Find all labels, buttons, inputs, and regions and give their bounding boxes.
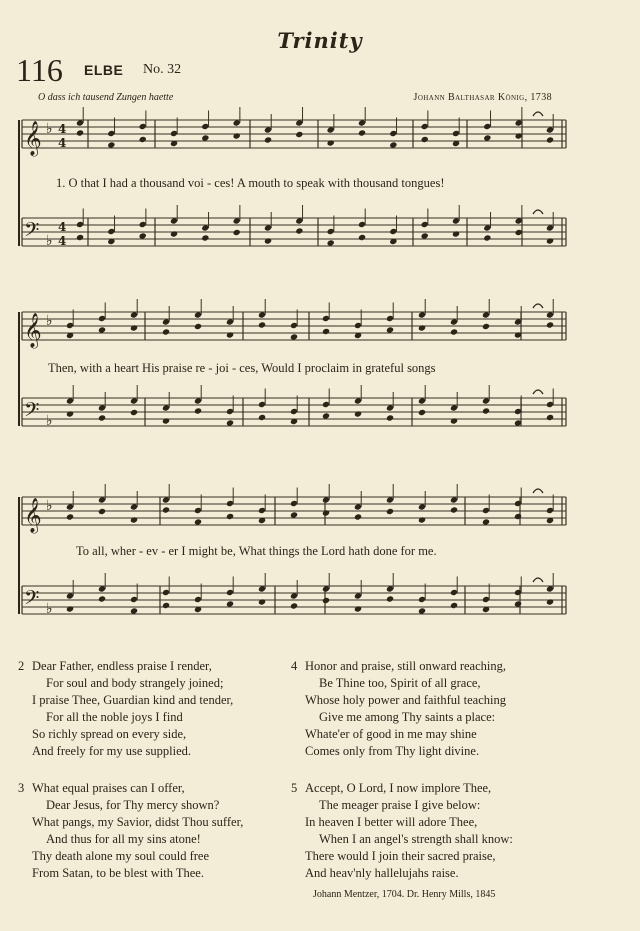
note-head <box>386 508 394 515</box>
stanza-5 <box>291 780 513 882</box>
fermata-icon <box>533 210 543 214</box>
note-head <box>264 136 272 143</box>
flat-icon: ♭ <box>46 413 53 429</box>
note-head <box>295 131 303 138</box>
note-head <box>226 513 234 520</box>
fermata-icon <box>533 112 543 116</box>
note-head <box>98 508 106 515</box>
time-signature-top: 4 <box>58 122 67 136</box>
note-head <box>483 234 491 241</box>
stanza-line: And thus for all my sins atone! <box>46 832 201 846</box>
bass-clef-icon: 𝄢 <box>24 586 40 614</box>
note-head <box>98 414 106 421</box>
flat-icon: ♭ <box>46 121 53 137</box>
note-head <box>66 410 74 417</box>
treble-clef-icon: 𝄞 <box>24 498 42 533</box>
note-head <box>386 595 394 602</box>
note-head <box>66 605 74 612</box>
hymn-number: 116 <box>16 52 63 88</box>
stanza-line: And heav'nly hallelujahs raise. <box>305 866 459 880</box>
stanza-line: In heaven I better will adore Thee, <box>305 815 478 829</box>
stanza-4 <box>291 658 506 760</box>
note-head <box>354 513 362 520</box>
note-head <box>233 229 241 236</box>
note-head <box>139 136 147 143</box>
fermata-icon <box>533 304 543 308</box>
time-signature-bottom: 4 <box>58 234 67 248</box>
lyric-line-3: To all, wher - ev - er I might be, What things the Lord hath done for me. <box>76 544 437 558</box>
note-head <box>295 227 303 234</box>
note-head <box>201 234 209 241</box>
lyric-line-1: 1. O that I had a thousand voi - ces! A mouth to speak with thousand tongues! <box>56 176 445 190</box>
note-head <box>450 506 458 513</box>
stanza-line: Be Thine too, Spirit of all grace, <box>319 676 481 690</box>
note-head <box>546 237 554 244</box>
note-head <box>450 328 458 335</box>
stanza-2 <box>18 658 233 760</box>
time-signature-bottom: 4 <box>58 136 67 150</box>
flat-icon: ♭ <box>46 601 53 617</box>
note-head <box>354 410 362 417</box>
stanza-line: For soul and body strangely joined; <box>46 676 224 690</box>
note-head <box>358 234 366 241</box>
time-signature-top: 4 <box>58 220 67 234</box>
note-head <box>130 324 138 331</box>
stanza-line: Thy death alone my soul could free <box>32 849 210 863</box>
note-head <box>264 237 272 244</box>
note-head <box>194 407 202 414</box>
stanza-number: 4 <box>291 659 298 673</box>
stanza-number: 5 <box>291 781 298 795</box>
stanza-line: There would I join their sacred praise, <box>305 849 496 863</box>
note-head <box>233 132 241 139</box>
note-head <box>418 324 426 331</box>
note-head <box>162 506 170 513</box>
note-head <box>76 234 84 241</box>
note-head <box>162 602 170 609</box>
stanza-line: Whate'er of good in me may shine <box>305 727 477 741</box>
fermata-icon <box>533 489 543 493</box>
note-head <box>162 417 170 424</box>
fermata-icon <box>533 578 543 582</box>
stanza-line: From Satan, to be blest with Thee. <box>32 866 204 880</box>
stanza-line: The meager praise I give below: <box>319 798 481 812</box>
note-head <box>322 509 330 516</box>
note-head <box>76 129 84 136</box>
note-head <box>386 414 394 421</box>
note-head <box>162 328 170 335</box>
tune-name: ELBE <box>84 62 124 78</box>
text-credits: Johann Mentzer, 1704. Dr. Henry Mills, 1845 <box>313 889 496 900</box>
note-head <box>546 321 554 328</box>
note-head <box>546 598 554 605</box>
original-first-line: O dass ich tausend Zungen haette <box>38 92 174 103</box>
note-head <box>290 602 298 609</box>
stanza-number: 3 <box>18 781 25 795</box>
stanza-line: And freely for my use supplied. <box>32 744 191 758</box>
note-head <box>130 409 138 416</box>
lyric-line-2: Then, with a heart His praise re - joi - ces, Would I proclaim in grateful songs <box>48 361 436 375</box>
stanza-line: Accept, O Lord, I now implore Thee, <box>305 781 492 795</box>
note-head <box>327 139 335 146</box>
note-head <box>450 602 458 609</box>
meter: No. 32 <box>143 62 182 77</box>
note-head <box>354 605 362 612</box>
stanza-line: What pangs, my Savior, didst Thou suffer, <box>32 815 244 829</box>
note-head <box>421 136 429 143</box>
stanza-line: So richly spread on every side, <box>32 727 187 741</box>
note-head <box>358 129 366 136</box>
note-head <box>170 230 178 237</box>
stanza-line: I praise Thee, Guardian kind and tender, <box>32 693 234 707</box>
stanza-line: Whose holy power and faithful teaching <box>305 693 506 707</box>
stanza-line: Dear Father, endless praise I render, <box>32 659 212 673</box>
note-head <box>194 323 202 330</box>
stanza-line: Comes only from Thy light divine. <box>305 744 480 758</box>
flat-icon: ♭ <box>46 498 53 514</box>
stanza-line: Honor and praise, still onward reaching, <box>305 659 506 673</box>
fermata-icon <box>533 390 543 394</box>
note-head <box>482 407 490 414</box>
stanza-number: 2 <box>18 659 25 673</box>
flat-icon: ♭ <box>46 233 53 249</box>
note-head <box>514 513 522 520</box>
note-head <box>482 323 490 330</box>
bass-clef-icon: 𝄢 <box>24 218 40 246</box>
note-head <box>258 321 266 328</box>
note-head <box>418 409 426 416</box>
note-head <box>322 597 330 604</box>
note-head <box>418 516 426 523</box>
treble-clef-icon: 𝄞 <box>24 121 42 156</box>
stanza-line: When I an angel's strength shall know: <box>319 832 513 846</box>
section-title: Trinity <box>277 28 363 53</box>
note-head <box>98 595 106 602</box>
bass-clef-icon: 𝄢 <box>24 398 40 426</box>
stanza-line: Dear Jesus, for Thy mercy shown? <box>46 798 220 812</box>
stanza-line: Give me among Thy saints a place: <box>319 710 496 724</box>
note-head <box>66 513 74 520</box>
note-head <box>546 414 554 421</box>
flat-icon: ♭ <box>46 313 53 329</box>
stanza-line: For all the noble joys I find <box>46 710 183 724</box>
treble-clef-icon: 𝄞 <box>24 313 42 348</box>
note-head <box>546 136 554 143</box>
note-head <box>452 230 460 237</box>
note-head <box>258 414 266 421</box>
note-head <box>226 331 234 338</box>
composer: Johann Balthasar König, 1738 <box>413 92 552 103</box>
note-head <box>130 516 138 523</box>
note-head <box>258 598 266 605</box>
note-head <box>450 417 458 424</box>
stanza-line: What equal praises can I offer, <box>32 781 185 795</box>
note-head <box>322 328 330 335</box>
stanza-3 <box>18 780 243 882</box>
